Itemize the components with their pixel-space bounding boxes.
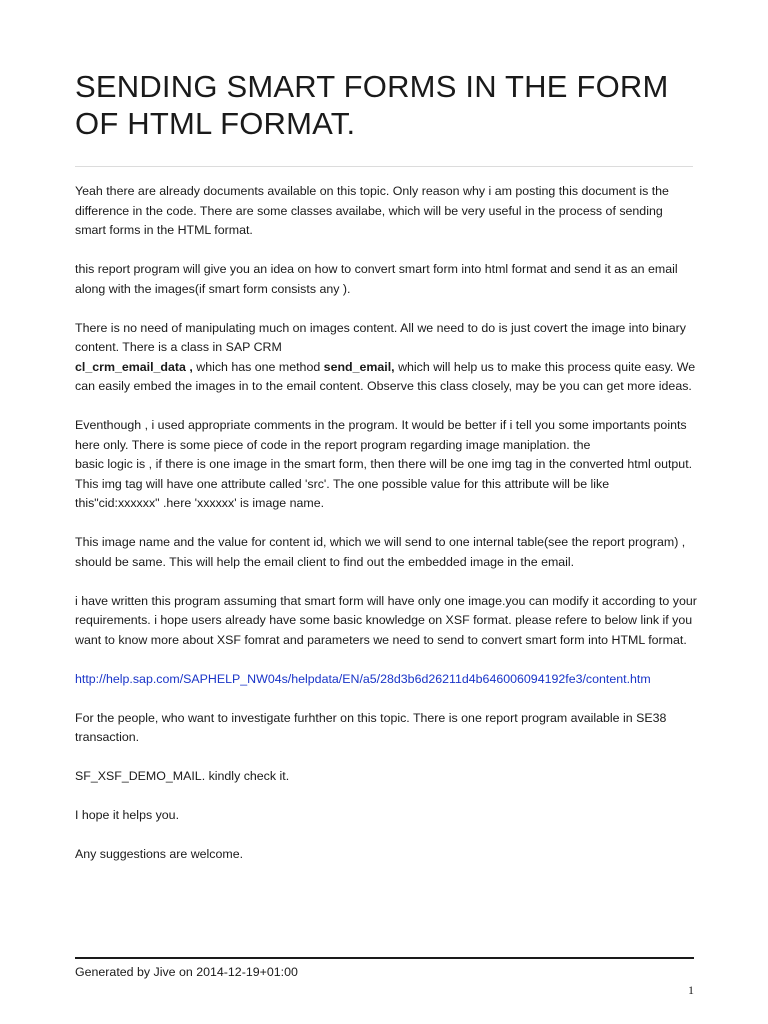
paragraph-hope: I hope it helps you. — [75, 808, 180, 822]
footer-generated-text: Generated by Jive on 2014-12-19+01:00 — [75, 965, 298, 979]
footer-divider — [75, 957, 694, 959]
paragraph-comments-part2: basic logic is , if there is one image in the smart form, then there will be one img tag in the converted html output. This img tag will have one attribute called 'src'. The one possible value for this attribute will be like this"cid:xxxxxx" .here 'xxxxxx' is image name. — [75, 457, 693, 510]
paragraph-comments-part1: Eventhough , i used appropriate comments in the program. It would be better if i tell you some importants points here only. There is some piece of code in the report program regarding image maniplation. the — [75, 418, 687, 452]
paragraph-demo-mail: SF_XSF_DEMO_MAIL. kindly check it. — [75, 769, 290, 783]
document-title: SENDING SMART FORMS IN THE FORM OF HTML FORMAT. — [75, 69, 669, 141]
help-link-paragraph — [75, 670, 697, 690]
paragraph-assumptions: i have written this program assuming that smart form will have only one image.you can modify it according to your requirements. i hope users already have some basic knowledge on XSF format. please refere to below link if you want to know more about XSF fomrat and parameters we need to send to convert smart form into HTML format. — [75, 593, 697, 647]
paragraph-comments — [75, 416, 697, 514]
page-number: 1 — [688, 983, 694, 997]
document-body — [75, 182, 697, 884]
paragraph-report-program: this report program will give you an idea on how to convert smart form into html format and send it as an email along with the images(if smart form consists any ). — [75, 262, 678, 296]
paragraph-further: For the people, who want to investigate furhther on this topic. There is one report program available in SE38 transaction. — [75, 710, 667, 744]
paragraph-images-text-a: which has one method — [192, 359, 324, 374]
sap-help-link[interactable]: http://help.sap.com/SAPHELP_NW04s/helpdata/EN/a5/28d3b6d26211d4b646006094192fe3/content.htm — [75, 671, 651, 686]
paragraph-suggestions: Any suggestions are welcome. — [75, 847, 244, 861]
class-name: cl_crm_email_data , — [75, 359, 193, 374]
paragraph-content-id: This image name and the value for content id, which we will send to one internal table(see the report program) , should be same. This will help the email client to find out the embedded image in the email. — [75, 535, 686, 569]
paragraph-images-text-b: which will help us to make this process quite easy. We can easily embed the images in to the email content. Observe this class closely, may be you can get more ideas. — [75, 359, 696, 393]
paragraph-images-text: There is no need of manipulating much on images content. All we need to do is just covert the image into binary content. There is a class in SAP CRM — [75, 320, 686, 354]
title-divider — [75, 166, 693, 167]
method-name: send_email, — [323, 359, 395, 374]
paragraph-images — [75, 319, 697, 397]
paragraph-intro: Yeah there are already documents available on this topic. Only reason why i am posting this document is the difference in the code. There are some classes availabe, which will be very useful in the process of sending smart forms in the HTML format. — [75, 184, 669, 237]
